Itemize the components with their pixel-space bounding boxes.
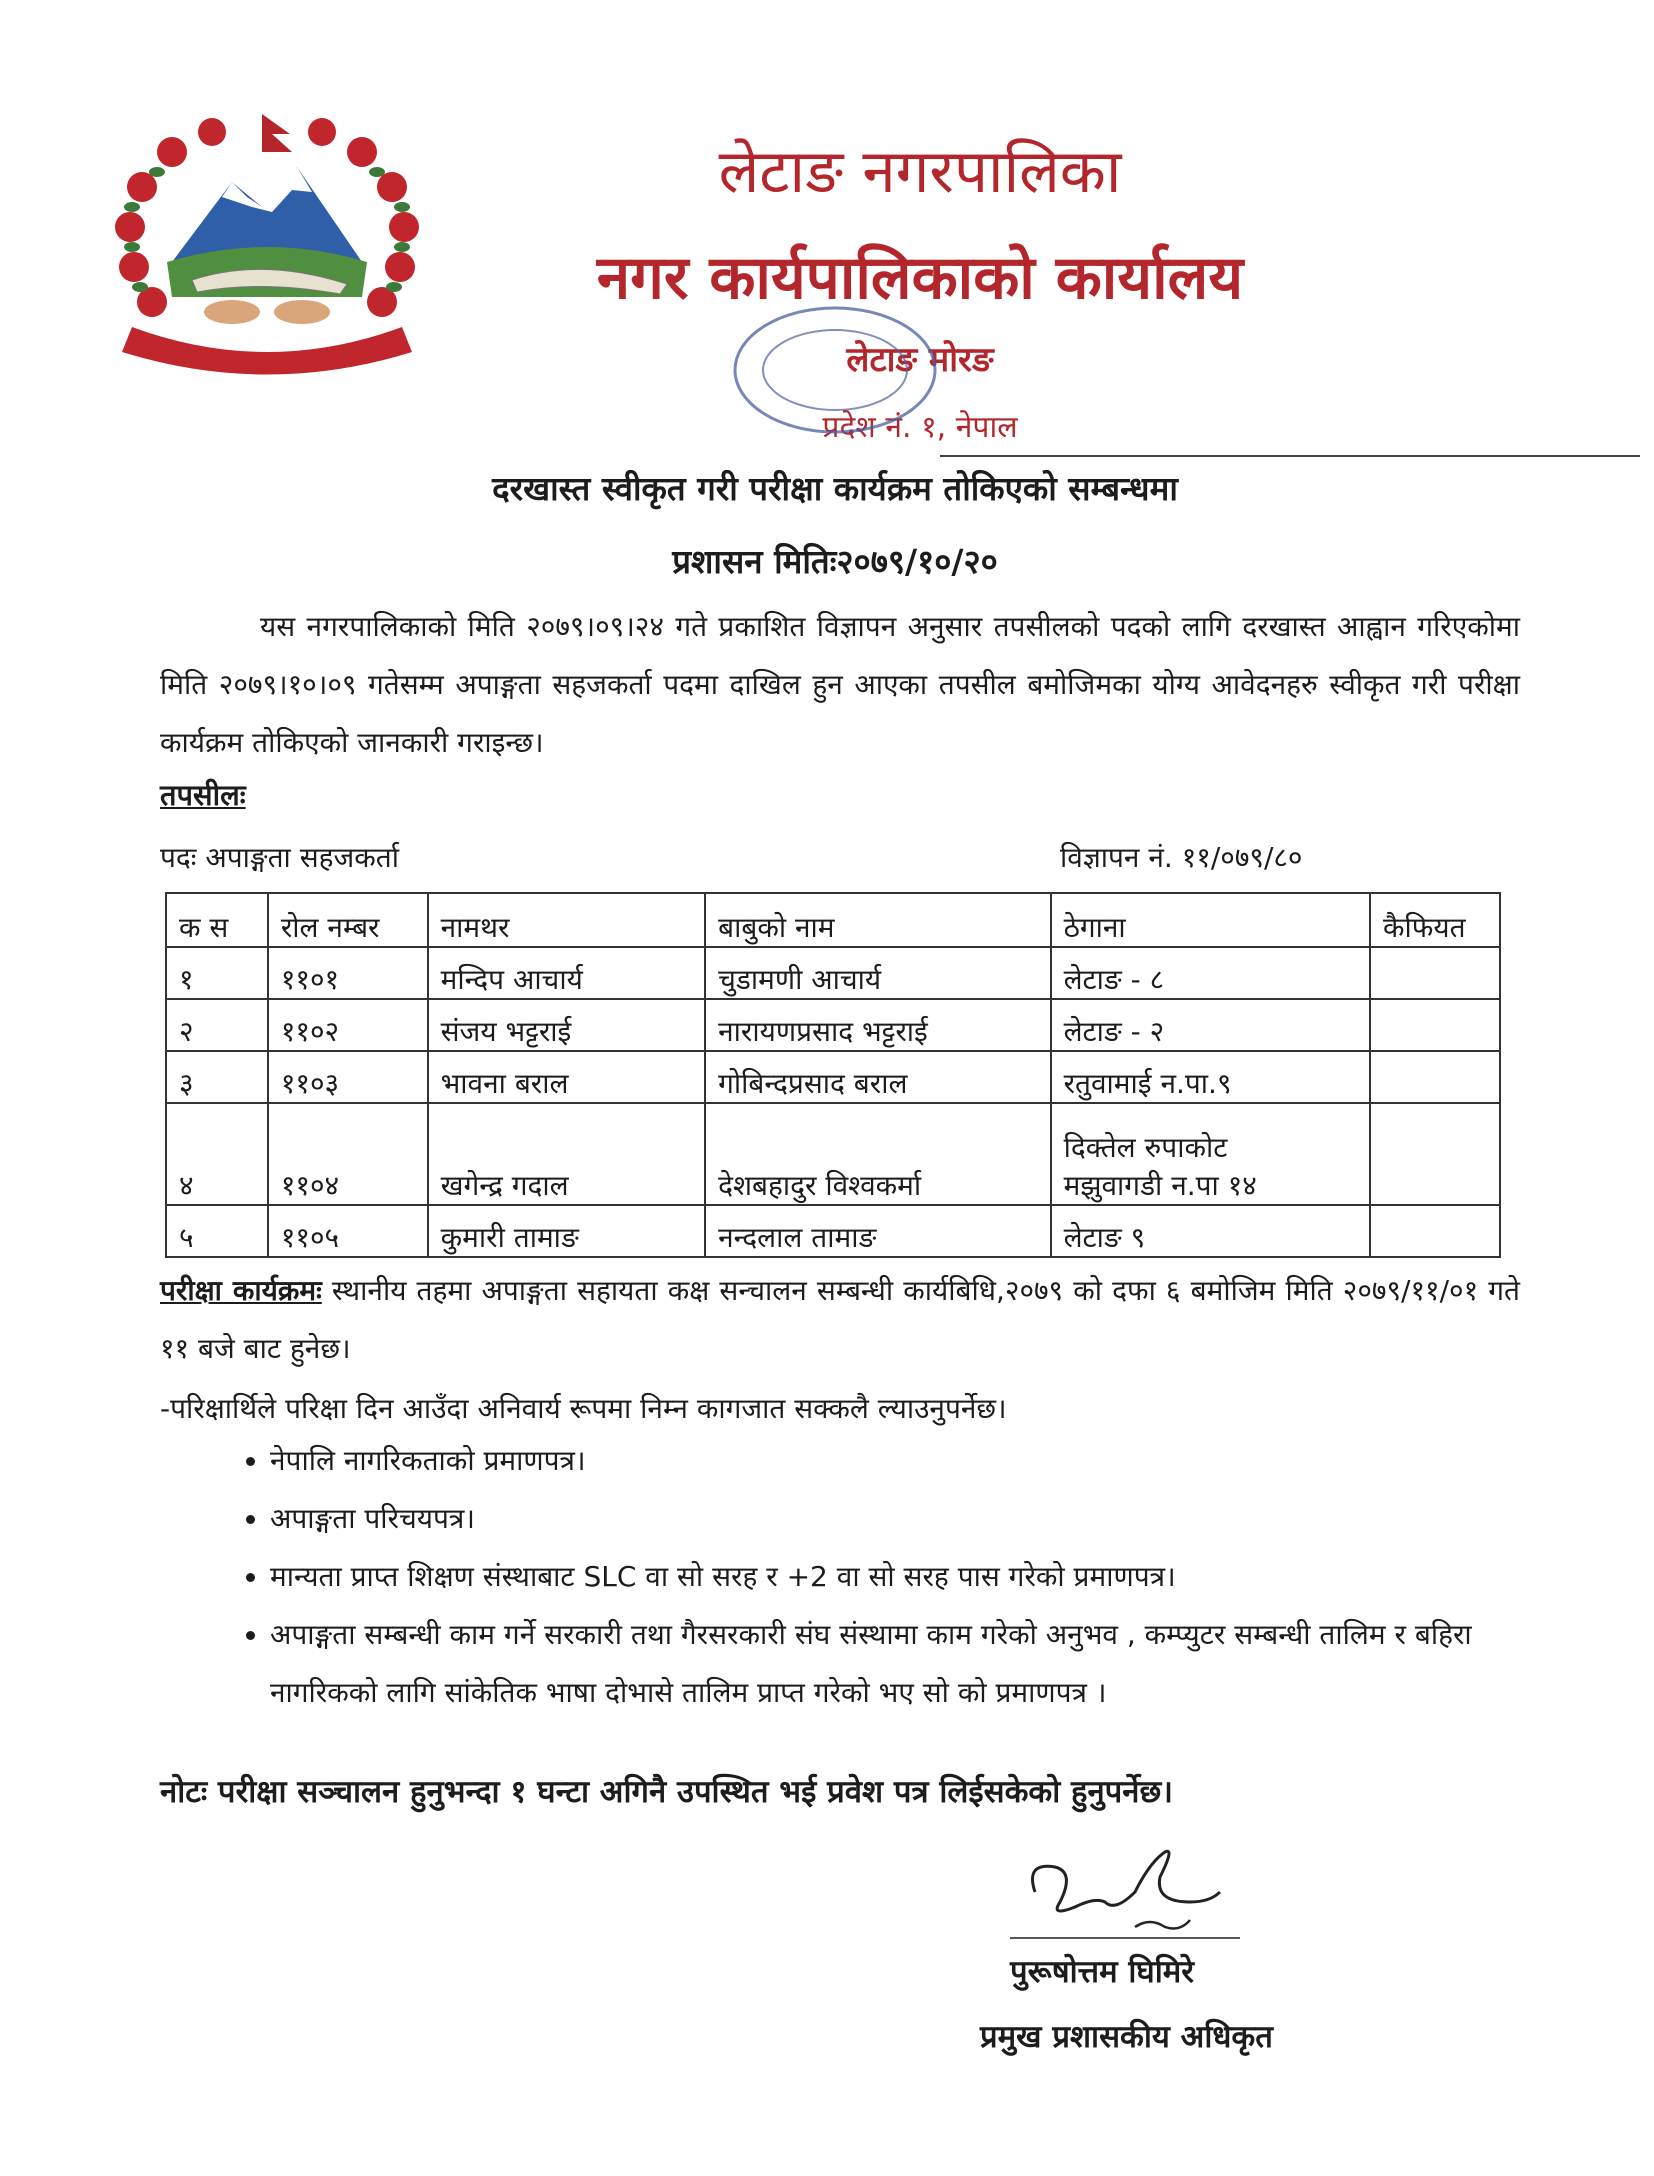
cell-remarks: [1370, 947, 1500, 999]
post-title: पदः अपाङ्गता सहजकर्ता: [160, 841, 400, 874]
cell-remarks: [1370, 1103, 1500, 1205]
seal-stamp-icon: [720, 295, 950, 445]
cell-name: मन्दिप आचार्य: [428, 947, 705, 999]
cell-sn: ५: [166, 1205, 268, 1257]
cell-sn: ३: [166, 1051, 268, 1103]
cell-roll: ११०४: [268, 1103, 428, 1205]
table-row: [166, 947, 1500, 999]
cell-sn: १: [166, 947, 268, 999]
cell-roll: ११०५: [268, 1205, 428, 1257]
column-header: रोल नम्बर: [268, 893, 428, 947]
note: नोटः परीक्षा सञ्चालन हुनुभन्दा १ घन्टा अगिनै उपस्थित भई प्रवेश पत्र लिईसकेको हुनुपर्नेछ।: [160, 1774, 1173, 1810]
office-name: नगर कार्यपालिकाको कार्यालय: [596, 243, 1244, 313]
table-row: [166, 999, 1500, 1051]
cell-father: चुडामणी आचार्य: [705, 947, 1050, 999]
nepal-emblem-icon: [112, 112, 422, 382]
exam-program-label: परीक्षा कार्यक्रमः: [160, 1274, 322, 1307]
exam-program-text: स्थानीय तहमा अपाङ्गता सहायता कक्ष सन्चालन सम्बन्धी कार्यबिधि,२०७९ को दफा ६ बमोजिम मिति २०७९/११/०१ गते ११ बजे बाट हुनेछ।: [160, 1274, 1520, 1365]
cell-name: कुमारी तामाङ: [428, 1205, 705, 1257]
cell-roll: ११०१: [268, 947, 428, 999]
advertisement-number: विज्ञापन नं. ११/०७९/८०: [1060, 841, 1303, 874]
list-item: • अपाङ्गता सम्बन्धी काम गर्ने सरकारी तथा गैरसरकारी संघ संस्थामा काम गरेको अनुभव , कम्प्युटर सम्बन्धी तालिम र बहिरा नागरिकको लागि सांकेतिक भाषा दोभासे तालिम प्राप्त गरेको भए सो को प्रमाणपत्र ।: [270, 1606, 1570, 1722]
column-header: ठेगाना: [1051, 893, 1370, 947]
documents-intro: -परिक्षार्थिले परिक्षा दिन आउँदा अनिवार्य रूपमा निम्न कागजात सक्कलै ल्याउनुपर्नेछ।: [160, 1392, 1007, 1425]
municipality-name: लेटाङ नगरपालिका: [718, 137, 1122, 207]
table-row: [166, 1103, 1500, 1205]
cell-roll: ११०२: [268, 999, 428, 1051]
cell-name: खगेन्द्र गदाल: [428, 1103, 705, 1205]
column-header: नामथर: [428, 893, 705, 947]
signature-icon: [1015, 1832, 1245, 1942]
signature-line: [1010, 1937, 1240, 1939]
cell-roll: ११०३: [268, 1051, 428, 1103]
table-row: [166, 1205, 1500, 1257]
column-header: कैफियत: [1370, 893, 1500, 947]
cell-father: गोबिन्दप्रसाद बराल: [705, 1051, 1050, 1103]
cell-address: रतुवामाई न.पा.९: [1051, 1051, 1370, 1103]
cell-address: लेटाङ - २: [1051, 999, 1370, 1051]
cell-name: भावना बराल: [428, 1051, 705, 1103]
column-header: क स: [166, 893, 268, 947]
address-line-1: दिक्तेल रुपाकोट: [1063, 1131, 1228, 1164]
cell-remarks: [1370, 1205, 1500, 1257]
cell-remarks: [1370, 999, 1500, 1051]
signatory-name: पुरूषोत्तम घिमिरे: [1010, 1954, 1194, 1990]
cell-sn: ४: [166, 1103, 268, 1205]
cell-address: लेटाङ ९: [1051, 1205, 1370, 1257]
office-location: लेटाङ मोरङ: [846, 340, 994, 380]
required-documents-list: [210, 1432, 1570, 1722]
list-item: • अपाङ्गता परिचयपत्र।: [270, 1490, 1570, 1548]
list-item: • मान्यता प्राप्त शिक्षण संस्थाबाट SLC वा सो सरह र +2 वा सो सरह पास गरेको प्रमाणपत्र।: [270, 1548, 1570, 1606]
signatory-designation: प्रमुख प्रशासकीय अधिकृत: [980, 2019, 1273, 2055]
notice-date: प्रशासन मितिः२०७९/१०/२०: [672, 542, 998, 581]
office-province: प्रदेश नं. १, नेपाल: [822, 410, 1018, 445]
cell-address: [1051, 1103, 1370, 1205]
notice-subject: दरखास्त स्वीकृत गरी परीक्षा कार्यक्रम तोकिएको सम्बन्धमा: [492, 469, 1178, 508]
list-item: • नेपालि नागरिकताको प्रमाणपत्र।: [270, 1432, 1570, 1490]
cell-father: देशबहादुर विश्वकर्मा: [705, 1103, 1050, 1205]
table-header-row: [166, 893, 1500, 947]
address-line-2: मझुवागडी न.पा १४: [1063, 1169, 1257, 1202]
cell-remarks: [1370, 1051, 1500, 1103]
tapsil-label: तपसीलः: [160, 778, 246, 812]
candidate-table: [165, 892, 1501, 1258]
cell-father: नन्दलाल तामाङ: [705, 1205, 1050, 1257]
table-row: [166, 1051, 1500, 1103]
cell-sn: २: [166, 999, 268, 1051]
column-header: बाबुको नाम: [705, 893, 1050, 947]
cell-name: संजय भट्टराई: [428, 999, 705, 1051]
cell-father: नारायणप्रसाद भट्टराई: [705, 999, 1050, 1051]
exam-program: [160, 1262, 1520, 1378]
intro-paragraph: यस नगरपालिकाको मिति २०७९।०९।२४ गते प्रकाशित विज्ञापन अनुसार तपसीलको पदको लागि दरखास्त आह्वान गरिएकोमा मिति २०७९।१०।०९ गतेसम्म अपाङ्गता सहजकर्ता पदमा दाखिल हुन आएका तपसील बमोजिमका योग्य आवेदनहरु स्वीकृत गरी परीक्षा कार्यक्रम तोकिएको जानकारी गराइन्छ।: [160, 610, 1520, 759]
header-divider: [940, 455, 1640, 457]
cell-address: लेटाङ - ८: [1051, 947, 1370, 999]
